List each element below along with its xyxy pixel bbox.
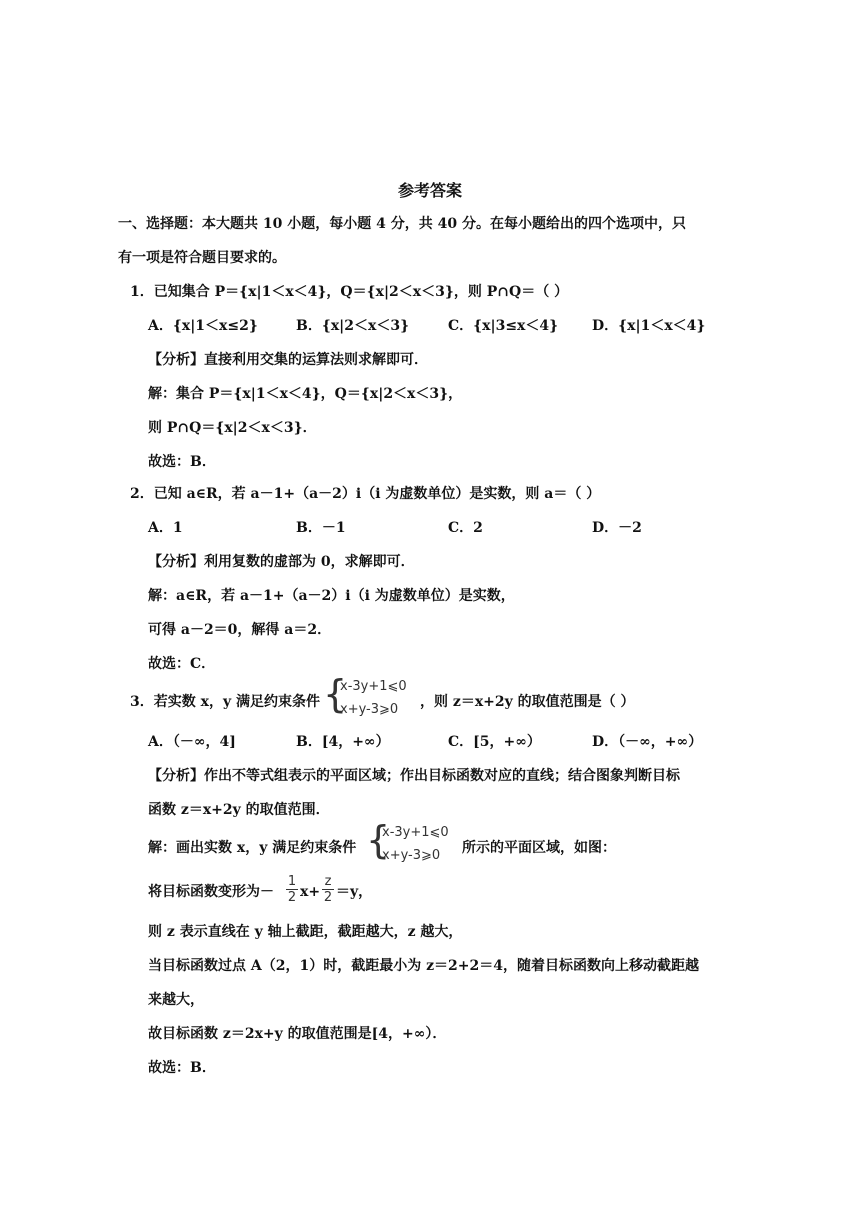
q3-option-d: D．（－∞，+∞） [592, 734, 703, 750]
q3-solution-constraint-2: x+y-3⩾0 [382, 848, 441, 863]
section-heading: 一、选择题：本大题共 10 小题，每小题 4 分，共 40 分。在每小题给出的四个选项中，只 [118, 216, 686, 232]
q3-transform-mid: x+ [300, 884, 321, 900]
q3-analysis-line2: 函数 z＝x+2y 的取值范围． [148, 802, 330, 818]
q3-solution-line6: 故目标函数 z＝2x+y 的取值范围是[4，+∞）． [148, 1026, 447, 1042]
q3-stem-suffix: ，则 z＝x+2y 的取值范围是（ ） [420, 694, 635, 710]
q3-option-a: A．（－∞，4] [148, 734, 236, 750]
q3-option-b: B．[4，+∞） [296, 734, 390, 750]
q3-constraint-2: x+y-3⩾0 [340, 702, 399, 717]
q3-solution-brace: { [366, 818, 391, 862]
q2-stem: 2．已知 a∈R，若 a－1+（a－2）i（i 为虚数单位）是实数，则 a＝（ ） [130, 486, 601, 502]
q2-answer: 故选：C． [148, 656, 216, 672]
q2-option-d: D．－2 [592, 520, 642, 536]
q1-stem: 1．已知集合 P＝{x|1＜x＜4}，Q＝{x|2＜x＜3}，则 P∩Q＝（ ） [130, 284, 569, 300]
section-heading-cont: 有一项是符合题目要求的。 [118, 250, 286, 266]
q1-option-c: C．{x|3≤x＜4} [448, 318, 559, 334]
q3-brace: { [323, 672, 348, 716]
q3-fraction-1: $\frac{1}{2}$ [287, 874, 297, 905]
q3-solution-line5: 来越大， [148, 992, 204, 1008]
q2-solution-line2: 可得 a－2＝0，解得 a＝2． [148, 622, 332, 638]
q3-fraction-2: $\frac{z}{2}$ [323, 874, 333, 905]
q2-option-b: B．－1 [296, 520, 346, 536]
q1-option-b: B．{x|2＜x＜3} [296, 318, 410, 334]
q1-answer: 故选：B． [148, 454, 216, 470]
q3-transform-prefix: 将目标函数变形为－ [148, 884, 274, 900]
q1-solution-line2: 则 P∩Q＝{x|2＜x＜3}． [148, 420, 317, 436]
q3-answer: 故选：B． [148, 1060, 216, 1076]
q3-solution-constraint-1: x-3y+1⩽0 [382, 825, 449, 840]
q3-transform-suffix: ＝y， [336, 884, 373, 900]
q3-option-c: C．[5，+∞） [448, 734, 541, 750]
q3-solution-suffix: 所示的平面区域，如图： [462, 840, 616, 856]
q1-solution-line1: 解：集合 P＝{x|1＜x＜4}，Q＝{x|2＜x＜3}， [148, 386, 463, 402]
q3-analysis-line1: 【分析】作出不等式组表示的平面区域；作出目标函数对应的直线；结合图象判断目标 [148, 768, 680, 784]
q3-constraint-1: x-3y+1⩽0 [340, 679, 407, 694]
q3-solution-line3: 则 z 表示直线在 y 轴上截距，截距越大，z 越大， [148, 924, 463, 940]
q1-option-a: A．{x|1＜x≤2} [148, 318, 258, 334]
q2-option-a: A．1 [148, 520, 183, 536]
q2-option-c: C．2 [448, 520, 483, 536]
q3-solution-prefix: 解：画出实数 x，y 满足约束条件 [148, 840, 357, 856]
q1-option-d: D．{x|1＜x＜4} [592, 318, 706, 334]
q3-stem-prefix: 3．若实数 x，y 满足约束条件 [130, 694, 320, 710]
q2-analysis: 【分析】利用复数的虚部为 0，求解即可． [148, 554, 415, 570]
q3-solution-line4: 当目标函数过点 A（2，1）时，截距最小为 z＝2+2＝4，随着目标函数向上移动截距越 [148, 958, 699, 974]
q2-solution-line1: 解：a∈R，若 a－1+（a－2）i（i 为虚数单位）是实数， [148, 588, 515, 604]
page-title: 参考答案 [397, 181, 462, 200]
q1-analysis: 【分析】直接利用交集的运算法则求解即可． [148, 352, 428, 368]
